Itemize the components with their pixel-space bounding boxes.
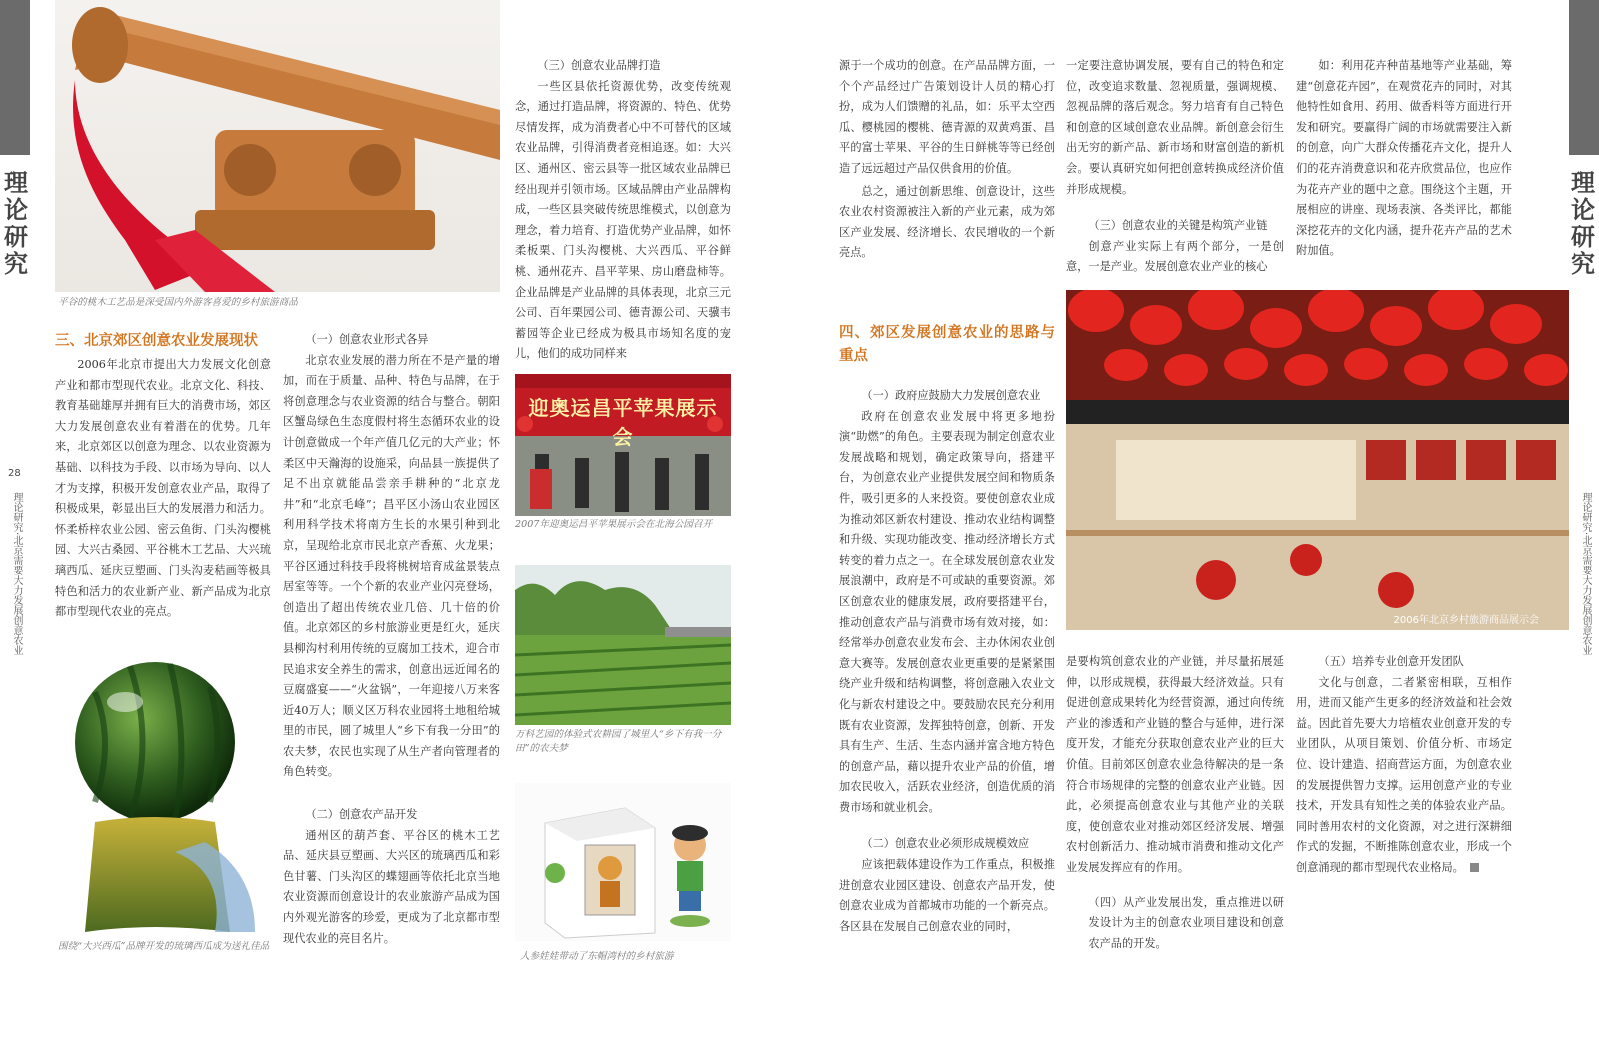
apple-fair-banner: 迎奥运昌平苹果展示会 (528, 396, 718, 449)
left-column-2 (283, 330, 500, 949)
watermelon-caption: 围绕“大兴西瓜”品牌开发的琉璃西瓜成为送礼佳品 (58, 941, 270, 952)
page-number: 28 (8, 468, 21, 479)
s4-sub2-paragraph: 应该把载体建设作为工作重点，积极推进创意农业园区建设、创意农产品开发，使创意农业成为首都城市功能的一个新亮点。各区县在发展自己创意农业的同时， (839, 858, 1055, 933)
s4-sub5-text: 文化与创意，二者紧密相联，互相作用，进而又能产生更多的经济效益和社会效益。因此首先要大力培植农业创意开发的专业团队，从项目策划、价值分析、市场定位、设计建造、招商营运方面，为创意农业的发展提供智力支撑。运用创意产业的专业技术，开发具有知性之美的体验农业产品。同时善用农村的文化资源，对之进行深耕细作式的发掘，不断推陈创意农业，形成一个创意涌现的都市型现代农业格局。 (1296, 675, 1512, 874)
right-section-title: 理论研究 (1571, 169, 1595, 278)
sub1-heading: （一）创意农业形式各异 (305, 333, 429, 346)
section3-heading: 三、北京郊区创意农业发展现状 (55, 333, 258, 349)
glass-watermelon-photo (55, 652, 277, 938)
doll-caption: 人参娃娃带动了东帽湾村的乡村旅游 (520, 951, 674, 962)
section3-paragraph: 2006年北京市提出大力发展文化创意产业和都市型现代农业。北京文化、科技、教育基础雄厚并拥有巨大的消费市场，郊区大力发展创意农业有着潜在的优势。几年来，北京郊区以创意为理念、以农业资源为基础、以科技为手段、以市场为导向、以人才为支撑，积极开发创意农业产品，取得了积极成果，彰显出巨大的发展潜力和活力。怀柔桥梓农业公园、密云鱼街、门头沟樱桃园、大兴古桑园、平谷桃木工艺品、大兴琉璃西瓜、延庆豆塑画、门头沟麦秸画等极具特色和活力的农业新产业、新产品成为北京都市型现代农业的亮点。 (55, 358, 271, 619)
lantern-caption: 2006年北京乡村旅游商品展示会 (1393, 615, 1539, 626)
s4-sub1-heading: （一）政府应鼓励大力发展创意农业 (861, 389, 1041, 402)
end-mark (1470, 863, 1479, 872)
farm-photo (515, 565, 731, 725)
right-col2-cont: 一定要注意协调发展，要有自己的特色和定位，改变追求数量、忽视质量，强调规模、忽视品牌的落后观念。努力培育有自己特色和创意的区域创意农业品牌。新创意会衍生出无穷的新产品、新市场和财富创造的新机会。要认真研究如何把创意转换成经济价值并形成规模。 (1066, 59, 1284, 196)
right-running-head: 理论研究·北京需要大力发展创意农业 (1580, 492, 1591, 656)
ginseng-doll-photo (515, 783, 731, 941)
sub1-paragraph: 北京农业发展的潜力所在不是产量的增加，而在于质量、品种、特色与品牌，在于将创意理念与农业资源的结合与整合。朝阳区蟹岛绿色生态度假村将生态循环农业的设计创意做成一个年产值几亿元的大产业；怀柔区中天瀚海的设施采，向品县一族提供了足不出京就能品尝亲手耕种的“北京龙井”和“北京毛峰”；昌平区小汤山农业园区利用科学技术将南方生长的水果引种到北京，呈现给北京市民北京产香蕉、火龙果；平谷区通过科技手段将桃树培育成盆景装点居室等等。一个个新的农业产业闪亮登场，创造出了超出传统农业几倍、几十倍的价值。北京郊区的乡村旅游业更是红火，延庆县柳沟村利用传统的豆腐加工技术，迎合市民追求安全养生的需求，创意出远近闻名的豆腐盛宴——“火盆锅”，一年迎接八万来客近40万人；顺义区万科农业园将土地租给城里的市民，圆了城里人“乡下有我一分田”的农夫梦，农民也实现了从生产者向管理者的角色转变。 (283, 353, 500, 779)
sub2-paragraph: 通州区的葫芦套、平谷区的桃木工艺品、延庆县豆塑画、大兴区的琉璃西瓜和彩色甘薯、门头沟区的蝶翅画等依托北京当地农业资源而创意设计的农业旅游产品成为国内外观光游客的珍爱，更成为了北京都市型现代农业的亮目名片。 (283, 828, 500, 945)
right-col1-cont: 源于一个成功的创意。在产品品牌方面，一个个产品经过广告策划设计人员的精心打扮，成为人们馈赠的礼品，如：乐平太空西瓜、樱桃园的樱桃、德青源的双黄鸡蛋、昌平的富士苹果、平谷的生日鲜桃等等已经创造了远远超过产品仅供食用的价值。 (839, 59, 1055, 175)
apple-fair-caption: 2007年迎奥运昌平苹果展示会在北海公园召开 (515, 519, 713, 530)
right-column-3-top (1296, 56, 1512, 262)
farm-caption: 万科艺园的体验式农耕园了城里人“乡下有我一分田”的农夫梦 (515, 729, 722, 754)
peach-wood-sword-photo (55, 0, 500, 292)
left-margin-bar (0, 0, 30, 1041)
sword-caption: 平谷的桃木工艺品是深受国内外游客喜爱的乡村旅游商品 (58, 297, 298, 308)
right-section-tab (1569, 0, 1599, 155)
sub2-heading: （二）创意农产品开发 (305, 808, 418, 822)
sword-illustration (72, 7, 500, 292)
left-running-head: 理论研究·北京需要大力发展创意农业 (11, 492, 22, 656)
r-col2b-paragraph: 是要构筑创意农业的产业链，并尽量拓展延伸，以形成规模，获得最大经济效益。只有促进创意成果转化为经营资源，通过向传统产业的渗透和产业链的整合与延伸，进行深度开发，才能充分获取创意农业产业的巨大价值。目前郊区创意农业急待解决的是一条符合市场规律的完整的创意农业产业链。因此，必须提高创意农业与其他产业的关联度，使创意农业对推动郊区经济发展、增强农村创新活力、推动城市消费和推动文化产业发展发挥应有的作用。 (1066, 655, 1284, 874)
sub3-heading: （三）创意农业品牌打造 (537, 59, 661, 72)
left-section-tab (0, 0, 30, 155)
s4-sub4-heading: （四）从产业发展出发，重点推进以研发设计为主的创意农业项目建设和创意农产品的开发。 (1088, 895, 1284, 950)
s4-sub5-paragraph (1296, 673, 1512, 879)
right-col1-conclusion: 总之，通过创新思维、创意设计，这些农业农村资源被注入新的产业元素，成为郊区产业发展、经济增长、农民增收的一个新亮点。 (839, 184, 1055, 260)
sub3-paragraph: 一些区县依托资源优势，改变传统观念，通过打造品牌，将资源的、特色、优势尽情发挥，成为消费者心中不可替代的区域农业品牌，引得消费者竞相追逐。如：大兴区、通州区、密云县等一批区域农业品牌已经出现并引领市场。区域品牌由产业品牌构成，一些区县突破传统思维模式，以创意为理念，着力培育、打造优势产业品牌，如怀柔板栗、门头沟樱桃、大兴西瓜、平谷鲜桃、通州花卉、昌平苹果、房山磨盘柿等。企业品牌是产业品牌的具体表现，北京三元公司、百年栗园公司、德青源公司、天骥韦蓄园等企业已经成为极具市场知名度的宠儿，他们的成功同样来 (515, 79, 731, 361)
s4-sub2-heading: （二）创意农业必须形成规模效应 (861, 837, 1030, 851)
right-margin-bar (1569, 0, 1599, 1041)
r-sub3-paragraph: 创意产业实际上有两个部分，一是创意，一是产业。发展创意农业产业的核心 (1066, 239, 1284, 274)
right-col3-cont: 如：利用花卉种苗基地等产业基础，筹建“创意花卉园”，在观赏花卉的同时，对其他特性如食用、药用、做香料等方面进行开发和研究。要赢得广阔的市场就需要注入新的创意，向广大群众传播花卉文化，提升人们的花卉消费意识和花卉欣赏品位，也应作为花卉产业的题中之意。围绕这个主题，开展相应的讲座、现场表演、各类评比，都能深挖花卉的文化内涵，提升花卉产品的艺术附加值。 (1296, 59, 1512, 258)
r-sub3-heading: （三）创意农业的关键是构筑产业链 (1088, 219, 1268, 233)
s4-sub5-heading: （五）培养专业创意开发团队 (1318, 655, 1464, 668)
right-column-3-bottom (1296, 652, 1512, 879)
left-section-title: 理论研究 (4, 169, 28, 278)
right-column-2-top (1066, 56, 1284, 278)
section4-heading: 四、郊区发展创意农业的思路与重点 (839, 325, 1055, 364)
left-column-3 (515, 56, 731, 365)
right-column-2-bottom (1066, 652, 1284, 954)
lantern-exhibition-photo (1066, 290, 1569, 630)
right-column-1-top (839, 56, 1055, 264)
s4-sub1-paragraph: 政府在创意农业发展中将更多地扮演“助燃”的角色。主要表现为制定创意农业发展战略和规划，确定政策导向，搭建平台，为创意农业产业提供发展空间和物质条件，吸引更多的人来投资。要使创意农业成为推动郊区新农村建设、推动农业结构调整和升级、实现功能改变、推动经济增长方式转变的着力点之一。在全球发展创意农业发展浪潮中，政府是不可或缺的重要资源。郊区创意农业的健康发展，政府要搭建平台，推动创意农产品与消费市场有效对接，如：经常举办创意农业发布会、主办休闲农业创意大赛等。发展创意农业更重要的是紧紧围绕产业升级和结构调整，将创意融入农业文化与新农村建设之中。要鼓励农民充分利用既有农业资源，发挥独特创意，创新、开发具有生产、生活、生态内涵并富含地方特色的创意产品，藉以提升农业产品的价值，增加农民收入，活跃农业经济，创造优质的消费市场和就业机会。 (839, 409, 1055, 814)
section4-block (839, 322, 1055, 937)
section3-block (55, 330, 271, 623)
